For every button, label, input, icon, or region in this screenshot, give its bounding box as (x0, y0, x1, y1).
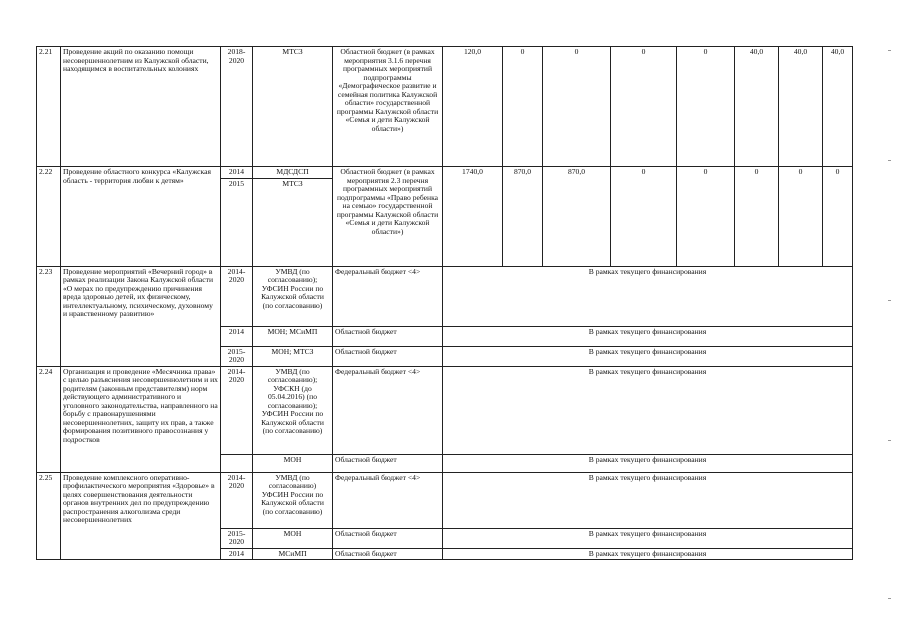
executor: МДСДСП (253, 167, 333, 179)
table-row (37, 167, 853, 179)
value-2019: 0 (779, 167, 823, 267)
financing-note: В рамках текущего финансирования (443, 326, 853, 346)
executor: МТСЗ (253, 178, 333, 266)
executor: УМВД (по согласованию); УФСКН (до 05.04.2016) (по согласованию); УФСИН России по Калужской области (по согласованию) (253, 366, 333, 454)
scan-mark (888, 598, 891, 599)
executor: МОН; МСиМП (253, 326, 333, 346)
measure-title: Проведение акций по оказанию помощи несовершеннолетним из Калужской области, находящимся в воспитательных колониях (61, 47, 221, 167)
period: 2014 (221, 326, 253, 346)
table-row (37, 366, 853, 454)
table-row (37, 266, 853, 326)
executor: МОН (253, 528, 333, 548)
financing-note: В рамках текущего финансирования (443, 548, 853, 560)
value-2018: 40,0 (735, 47, 779, 167)
value-2016: 0 (611, 167, 677, 267)
value-2014: 0 (503, 47, 543, 167)
period: 2014 (221, 548, 253, 560)
period: 2014-2020 (221, 472, 253, 528)
period: 2015 (221, 178, 253, 266)
financing-note: В рамках текущего финансирования (443, 346, 853, 366)
value-2016: 0 (611, 47, 677, 167)
scan-mark (888, 160, 891, 161)
funding-source: Областной бюджет (333, 528, 443, 548)
value-2015: 870,0 (543, 167, 611, 267)
measures-table (36, 46, 853, 560)
row-number: 2.25 (37, 472, 61, 560)
financing-note: В рамках текущего финансирования (443, 472, 853, 528)
value-2018: 0 (735, 167, 779, 267)
value-2019: 40,0 (779, 47, 823, 167)
period: 2015-2020 (221, 528, 253, 548)
row-number: 2.21 (37, 47, 61, 167)
period: 2018-2020 (221, 47, 253, 167)
executor: УМВД (по согласованию) УФСИН России по Калужской области (по согласованию) (253, 472, 333, 528)
period: 2014-2020 (221, 266, 253, 326)
value-2015: 0 (543, 47, 611, 167)
period: 2014-2020 (221, 366, 253, 454)
funding-source: Федеральный бюджет <4> (333, 472, 443, 528)
table-row (37, 47, 853, 167)
scan-mark (888, 300, 891, 301)
executor: МТСЗ (253, 47, 333, 167)
financing-note: В рамках текущего финансирования (443, 454, 853, 472)
financing-note: В рамках текущего финансирования (443, 266, 853, 326)
executor: МСиМП (253, 548, 333, 560)
financing-note: В рамках текущего финансирования (443, 528, 853, 548)
funding-source: Областной бюджет (в рамках мероприятия 3.1.6 перечня программных мероприятий подпрограммы «Демографическое развитие и семейная политика Калужской области» государственной программы Калужской области «Семья и дети Калужской области») (333, 47, 443, 167)
funding-source: Областной бюджет (333, 454, 443, 472)
funding-source: Областной бюджет (333, 548, 443, 560)
value-2014: 870,0 (503, 167, 543, 267)
measure-title: Организация и проведение «Месячника права» с целью разъяснения несовершеннолетним и их родителям (законным представителям) норм действующего административного и уголовного законодательства, направленного на борьбу с правонарушениями несовершеннолетних, защиту их прав, а также формирования позитивного правосознания у подростков (61, 366, 221, 472)
scan-mark (888, 50, 891, 51)
financing-note: В рамках текущего финансирования (443, 366, 853, 454)
executor: МОН; МТСЗ (253, 346, 333, 366)
period: 2015-2020 (221, 346, 253, 366)
executor: УМВД (по согласованию); УФСИН России по Калужской области (по согласованию) (253, 266, 333, 326)
value-total: 120,0 (443, 47, 503, 167)
scan-mark (888, 440, 891, 441)
row-number: 2.23 (37, 266, 61, 366)
value-2020: 40,0 (823, 47, 853, 167)
funding-source: Областной бюджет (в рамках мероприятия 2.3 перечня программных мероприятий подпрограммы «Право ребенка на семью» государственной программы Калужской области «Семья и дети Калужской области») (333, 167, 443, 267)
funding-source: Областной бюджет (333, 326, 443, 346)
table-row (37, 472, 853, 528)
period: 2014 (221, 167, 253, 179)
measure-title: Проведение областного конкурса «Калужская область - территория любви к детям» (61, 167, 221, 267)
value-2017: 0 (677, 167, 735, 267)
row-number: 2.22 (37, 167, 61, 267)
value-total: 1740,0 (443, 167, 503, 267)
funding-source: Областной бюджет (333, 346, 443, 366)
row-number: 2.24 (37, 366, 61, 472)
measure-title: Проведение комплексного оперативно-профилактического мероприятия «Здоровье» в целях совершенствования деятельности органов внутренних дел по предупреждению распространения алкоголизма среди несовершеннолетних (61, 472, 221, 560)
funding-source: Федеральный бюджет <4> (333, 366, 443, 454)
value-2020: 0 (823, 167, 853, 267)
measure-title: Проведение мероприятий «Вечерний город» в рамках реализации Закона Калужской области «О мерах по предупреждению причинения вреда здоровью детей, их физическому, интеллектуальному, психическому, духовному и нравственному развитию» (61, 266, 221, 366)
funding-source: Федеральный бюджет <4> (333, 266, 443, 326)
executor: МОН (253, 454, 333, 472)
value-2017: 0 (677, 47, 735, 167)
period (221, 454, 253, 472)
